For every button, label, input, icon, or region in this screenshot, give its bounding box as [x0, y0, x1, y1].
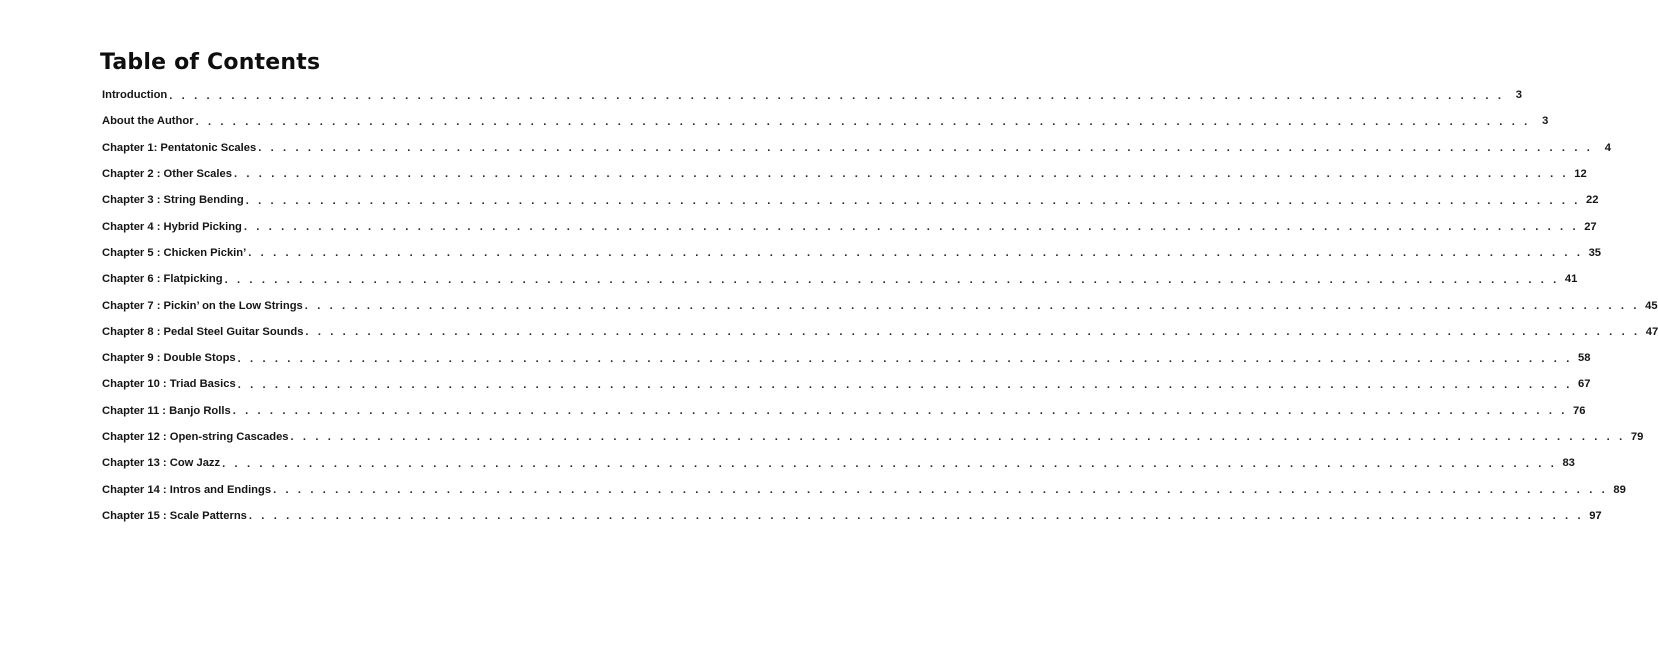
toc-entry-page-number: 3: [1542, 115, 1549, 128]
toc-entry-label: About the Author: [102, 115, 194, 128]
toc-dot-leader: . . . . . . . . . . . . . . . . . . . . . . . . . . . . . . . . . . . . . . . . . . . . . . . . . . . . . . . . . . . . . . . . . . . . . . . . . . . . . . . . . . . . . . . . . . . . . . . . . . . . . . . . . . . .: [237, 352, 1573, 365]
toc-entry-label: Chapter 5 : Chicken Pickin’: [102, 246, 247, 259]
toc-entry-page-number: 27: [1584, 220, 1597, 233]
page-title: Table of Contents: [100, 50, 321, 75]
toc-dot-leader: . . . . . . . . . . . . . . . . . . . . . . . . . . . . . . . . . . . . . . . . . . . . . . . . . . . . . . . . . . . . . . . . . . . . . . . . . . . . . . . . . . . . . . . . . . . . . . . . . . . . . . . . . . . .: [195, 115, 1531, 128]
toc-entry-label: Chapter 6 : Flatpicking: [102, 273, 223, 286]
toc-dot-leader: . . . . . . . . . . . . . . . . . . . . . . . . . . . . . . . . . . . . . . . . . . . . . . . . . . . . . . . . . . . . . . . . . . . . . . . . . . . . . . . . . . . . . . . . . . . . . . . . . . . . . . . . . . . .: [304, 299, 1640, 312]
toc-entry-page-number: 58: [1577, 352, 1591, 365]
toc-dot-leader: . . . . . . . . . . . . . . . . . . . . . . . . . . . . . . . . . . . . . . . . . . . . . . . . . . . . . . . . . . . . . . . . . . . . . . . . . . . . . . . . . . . . . . . . . . . . . . . . . . . . . . . . . . . .: [248, 247, 1584, 260]
toc-entry-page-number: 76: [1573, 404, 1586, 417]
toc-entry-page-number: 41: [1564, 273, 1578, 286]
toc-entry-label: Chapter 10 : Triad Basics: [102, 378, 236, 391]
toc-entry-label: Chapter 4 : Hybrid Picking: [102, 220, 242, 233]
toc-entry: [102, 135, 1611, 161]
toc-dot-leader: . . . . . . . . . . . . . . . . . . . . . . . . . . . . . . . . . . . . . . . . . . . . . . . . . . . . . . . . . . . . . . . . . . . . . . . . . . . . . . . . . . . . . . . . . . . . . . . . . . . . . . . . . . . .: [273, 484, 1608, 496]
toc-entry-page-number: 67: [1578, 378, 1591, 391]
toc-dot-leader: . . . . . . . . . . . . . . . . . . . . . . . . . . . . . . . . . . . . . . . . . . . . . . . . . . . . . . . . . . . . . . . . . . . . . . . . . . . . . . . . . . . . . . . . . . . . . . . . . . . . . . . . . . . .: [233, 168, 1569, 181]
toc-entry-label: Chapter 13 : Cow Jazz: [102, 457, 221, 470]
toc-entry-page-number: 97: [1589, 509, 1602, 522]
toc-entry-label: Chapter 1: Pentatonic Scales: [102, 141, 257, 154]
toc-entry: [102, 187, 1599, 213]
toc-entry: [102, 292, 1658, 318]
toc-entry: [102, 398, 1586, 424]
toc-dot-leader: . . . . . . . . . . . . . . . . . . . . . . . . . . . . . . . . . . . . . . . . . . . . . . . . . . . . . . . . . . . . . . . . . . . . . . . . . . . . . . . . . . . . . . . . . . . . . . . . . . . . . . . . . . . .: [305, 326, 1641, 339]
toc-entry: [102, 161, 1587, 187]
toc-entry-page-number: 4: [1604, 141, 1611, 154]
toc-entry-label: Chapter 12 : Open-string Cascades: [102, 431, 289, 443]
toc-entry-label: Chapter 11 : Banjo Rolls: [102, 404, 231, 417]
toc-entry: [102, 266, 1578, 292]
table-of-contents-list: [102, 82, 1658, 529]
toc-entry-page-number: 89: [1613, 483, 1626, 496]
toc-entry-page-number: 12: [1574, 168, 1587, 181]
toc-entry-label: Introduction: [102, 89, 168, 102]
toc-dot-leader: . . . . . . . . . . . . . . . . . . . . . . . . . . . . . . . . . . . . . . . . . . . . . . . . . . . . . . . . . . . . . . . . . . . . . . . . . . . . . . . . . . . . . . . . . . . . . . . . . . . . . . . . . . . .: [245, 194, 1581, 207]
toc-entry-label: Chapter 15 : Scale Patterns: [102, 509, 247, 522]
toc-entry-page-number: 79: [1630, 431, 1644, 443]
toc-entry: [102, 450, 1575, 476]
toc-entry-label: Chapter 2 : Other Scales: [102, 168, 232, 181]
toc-entry-page-number: 22: [1586, 194, 1599, 207]
toc-entry-page-number: 83: [1562, 457, 1575, 470]
toc-dot-leader: . . . . . . . . . . . . . . . . . . . . . . . . . . . . . . . . . . . . . . . . . . . . . . . . . . . . . . . . . . . . . . . . . . . . . . . . . . . . . . . . . . . . . . . . . . . . . . . . . . . . . . . . . . . .: [258, 142, 1593, 155]
toc-entry: [102, 424, 1644, 450]
toc-entry-label: Chapter 7 : Pickin’ on the Low Strings: [102, 299, 303, 312]
toc-entry-label: Chapter 9 : Double Stops: [102, 352, 236, 365]
toc-dot-leader: . . . . . . . . . . . . . . . . . . . . . . . . . . . . . . . . . . . . . . . . . . . . . . . . . . . . . . . . . . . . . . . . . . . . . . . . . . . . . . . . . . . . . . . . . . . . . . . . . . . . . . . . . . . .: [169, 89, 1505, 102]
toc-entry-label: Chapter 3 : String Bending: [102, 194, 244, 207]
toc-entry-page-number: 45: [1645, 299, 1658, 312]
toc-entry-page-number: 35: [1588, 246, 1602, 259]
toc-dot-leader: . . . . . . . . . . . . . . . . . . . . . . . . . . . . . . . . . . . . . . . . . . . . . . . . . . . . . . . . . . . . . . . . . . . . . . . . . . . . . . . . . . . . . . . . . . . . . . . . . . . . . . . . . . . .: [248, 510, 1584, 523]
toc-entry-page-number: 47: [1645, 325, 1658, 338]
toc-entry: [102, 476, 1626, 502]
toc-entry: [102, 371, 1591, 397]
toc-entry: [102, 345, 1591, 371]
toc-dot-leader: . . . . . . . . . . . . . . . . . . . . . . . . . . . . . . . . . . . . . . . . . . . . . . . . . . . . . . . . . . . . . . . . . . . . . . . . . . . . . . . . . . . . . . . . . . . . . . . . . . . . . . . . . . . .: [224, 273, 1560, 286]
toc-entry: [102, 213, 1597, 239]
toc-dot-leader: . . . . . . . . . . . . . . . . . . . . . . . . . . . . . . . . . . . . . . . . . . . . . . . . . . . . . . . . . . . . . . . . . . . . . . . . . . . . . . . . . . . . . . . . . . . . . . . . . . . . . . . . . . . .: [237, 378, 1573, 391]
toc-dot-leader: . . . . . . . . . . . . . . . . . . . . . . . . . . . . . . . . . . . . . . . . . . . . . . . . . . . . . . . . . . . . . . . . . . . . . . . . . . . . . . . . . . . . . . . . . . . . . . . . . . . . . . . . . . . .: [243, 221, 1579, 234]
toc-entry-label: Chapter 14 : Intros and Endings: [102, 483, 272, 496]
toc-entry-label: Chapter 8 : Pedal Steel Guitar Sounds: [102, 325, 304, 338]
toc-entry: [102, 82, 1523, 108]
toc-dot-leader: . . . . . . . . . . . . . . . . . . . . . . . . . . . . . . . . . . . . . . . . . . . . . . . . . . . . . . . . . . . . . . . . . . . . . . . . . . . . . . . . . . . . . . . . . . . . . . . . . . . . . . . . . . . .: [232, 405, 1568, 418]
toc-dot-leader: . . . . . . . . . . . . . . . . . . . . . . . . . . . . . . . . . . . . . . . . . . . . . . . . . . . . . . . . . . . . . . . . . . . . . . . . . . . . . . . . . . . . . . . . . . . . . . . . . . . . . . . . . . . .: [222, 457, 1557, 470]
toc-entry-page-number: 3: [1515, 89, 1523, 102]
toc-dot-leader: . . . . . . . . . . . . . . . . . . . . . . . . . . . . . . . . . . . . . . . . . . . . . . . . . . . . . . . . . . . . . . . . . . . . . . . . . . . . . . . . . . . . . . . . . . . . . . . . . . . . . . . . . . . .: [290, 431, 1626, 444]
toc-entry: [102, 240, 1602, 266]
toc-entry: [102, 108, 1549, 134]
toc-entry: [102, 503, 1602, 529]
toc-entry: [102, 319, 1658, 345]
